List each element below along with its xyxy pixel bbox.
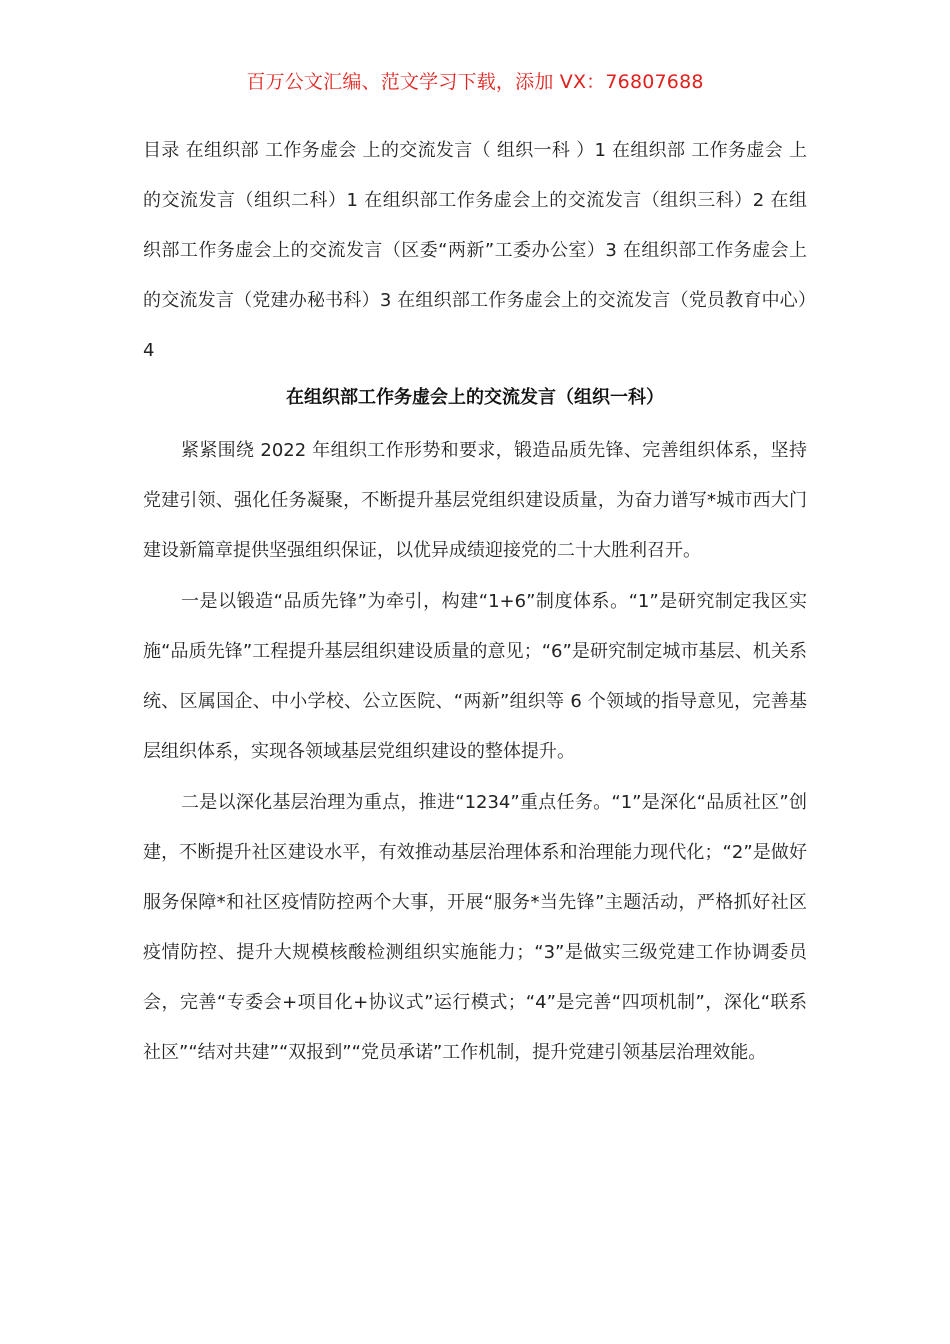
section-title: 在组织部工作务虚会上的交流发言（组织一科） bbox=[286, 387, 664, 408]
paragraph-point-two: 二是以深化基层治理为重点，推进“1234”重点任务。“1”是深化“品质社区”创建，不断提升社区建设水平，有效推动基层治理体系和治理能力现代化；“2”是做好服务保障*和社区疫情防控两个大事，开展“服务*当先锋”主题活动，严格抓好社区疫情防控、提升大规模核酸检测组织实施能力；“3”是做实三级党建工作协调委员会，完善“专委会+项目化+协议式”运行模式；“4”是完善“四项机制”，深化“联系社区”“结对共建”“双报到”“党员承诺”工作机制，提升党建引领基层治理效能。 bbox=[143, 792, 807, 1063]
paragraph-intro: 紧紧围绕 2022 年组织工作形势和要求，锻造品质先锋、完善组织体系，坚持党建引领、强化任务凝聚，不断提升基层党组织建设质量，为奋力谱写*城市西大门建设新篇章提供坚强组织保证，以优异成绩迎接党的二十大胜利召开。 bbox=[143, 440, 807, 561]
promo-header: 百万公文汇编、范文学习下载，添加 VX：76807688 bbox=[246, 71, 704, 93]
table-of-contents: 目录 在组织部 工作务虚会 上的交流发言（ 组织一科 ）1 在组织部 工作务虚会 上的交流发言（组织二科）1 在组织部工作务虚会上的交流发言（组织三科）2 在组织部工作务虚会上的交流发言（区委“两新”工委办公室）3 在组织部工作务虚会上的交流发言（党建办秘书科）3 在组织部工作务虚会上的交流发言（党员教育中心）4 bbox=[143, 140, 807, 361]
paragraph-point-one: 一是以锻造“品质先锋”为牵引，构建“1+6”制度体系。“1”是研究制定我区实施“品质先锋”工程提升基层组织建设质量的意见；“6”是研究制定城市基层、机关系统、区属国企、中小学校、公立医院、“两新”组织等 6 个领域的指导意见，完善基层组织体系，实现各领域基层党组织建设的整体提升。 bbox=[143, 591, 807, 762]
